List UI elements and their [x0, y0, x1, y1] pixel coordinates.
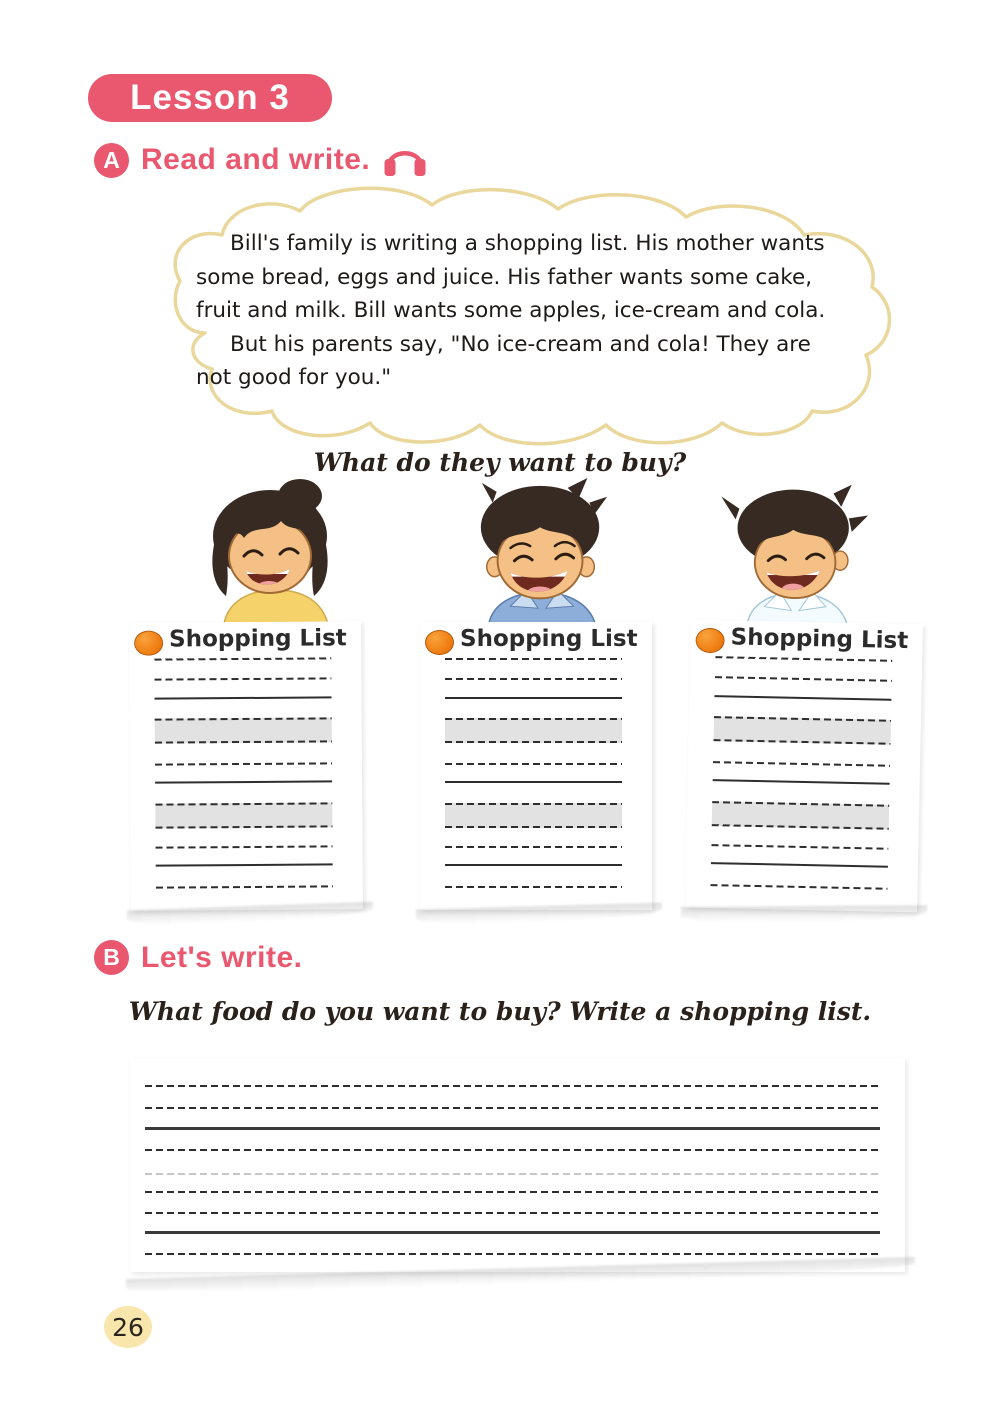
writing-line — [715, 676, 892, 682]
shopping-list-header — [690, 622, 923, 661]
passage-line: fruit and milk. Bill wants some apples, ice-cream and cola. — [196, 298, 826, 323]
passage-line: Bill's family is writing a shopping list. His mother wants — [230, 231, 825, 256]
writing-line — [145, 1107, 880, 1109]
writing-line — [155, 762, 332, 765]
passage-line: But his parents say, "No ice-cream and cola! They are — [230, 331, 811, 357]
section-b-prompt: What food do you want to buy? Write a shopping list. — [128, 997, 872, 1026]
shopping-list-header — [420, 624, 652, 658]
writing-lines — [445, 658, 622, 888]
writing-line — [445, 763, 622, 765]
writing-line — [710, 884, 887, 890]
writing-line — [156, 885, 333, 888]
writing-lines — [145, 1085, 880, 1255]
shopping-list-title: Shopping List — [730, 624, 909, 655]
writing-line — [145, 1127, 880, 1130]
orange-dot-icon — [695, 628, 725, 654]
writing-line-band — [445, 803, 622, 828]
section-a-badge: A — [94, 143, 129, 178]
section-a-title: Read and write. — [141, 143, 371, 176]
writing-line-band — [714, 716, 891, 745]
writing-line — [145, 1253, 880, 1255]
writing-line — [714, 695, 891, 701]
writing-line — [713, 779, 890, 785]
section-b-header — [94, 940, 303, 975]
headphones-icon — [382, 140, 428, 180]
writing-line — [445, 678, 622, 680]
passage-line: not good for you." — [196, 365, 392, 390]
shopping-list-title: Shopping List — [460, 626, 638, 652]
section-a-header — [94, 140, 428, 180]
writing-line — [145, 1173, 880, 1175]
shopping-list-card-bill — [685, 620, 923, 913]
orange-dot-icon — [425, 630, 454, 655]
writing-line-band — [712, 801, 889, 830]
writing-line — [155, 780, 332, 783]
writing-line-band — [445, 718, 622, 743]
section-b-badge: B — [94, 940, 129, 975]
page-number-badge — [104, 1306, 152, 1348]
lesson-title-banner — [88, 74, 332, 122]
shopping-list-title: Shopping List — [169, 625, 347, 653]
writing-line — [155, 696, 332, 699]
reading-passage — [196, 227, 886, 395]
writing-line — [445, 846, 622, 848]
page-number: 26 — [112, 1312, 144, 1342]
bill-illustration — [706, 480, 890, 624]
speech-cloud — [150, 183, 910, 455]
writing-line — [145, 1085, 880, 1087]
shopping-list-card-mother — [129, 621, 363, 911]
writing-line-band — [155, 717, 332, 743]
section-b-title: Let's write. — [141, 940, 303, 974]
writing-line — [145, 1231, 880, 1234]
writing-line — [711, 862, 888, 868]
writing-line — [145, 1212, 880, 1214]
writing-line — [445, 886, 622, 888]
writing-line — [156, 863, 333, 866]
orange-dot-icon — [134, 631, 163, 656]
writing-line — [154, 677, 331, 680]
writing-line — [154, 657, 331, 660]
writing-line — [145, 1149, 880, 1151]
writing-area-paper — [130, 1058, 905, 1272]
writing-lines — [154, 657, 333, 888]
writing-line — [445, 864, 622, 866]
writing-line-band — [155, 802, 332, 828]
father-illustration — [448, 476, 638, 624]
shopping-list-header — [129, 623, 361, 659]
writing-line — [445, 697, 622, 699]
lesson-title: Lesson 3 — [130, 78, 290, 117]
writing-line — [145, 1191, 880, 1193]
writing-lines — [710, 656, 892, 890]
writing-line — [711, 844, 888, 850]
mother-illustration — [182, 474, 372, 624]
writing-line — [713, 761, 890, 767]
shopping-list-card-father — [420, 622, 652, 910]
writing-line — [445, 781, 622, 783]
writing-line — [445, 658, 622, 660]
writing-line — [156, 845, 333, 848]
section-a-question: What do they want to buy? — [313, 448, 687, 477]
passage-line: some bread, eggs and juice. His father wants some cake, — [196, 264, 813, 290]
